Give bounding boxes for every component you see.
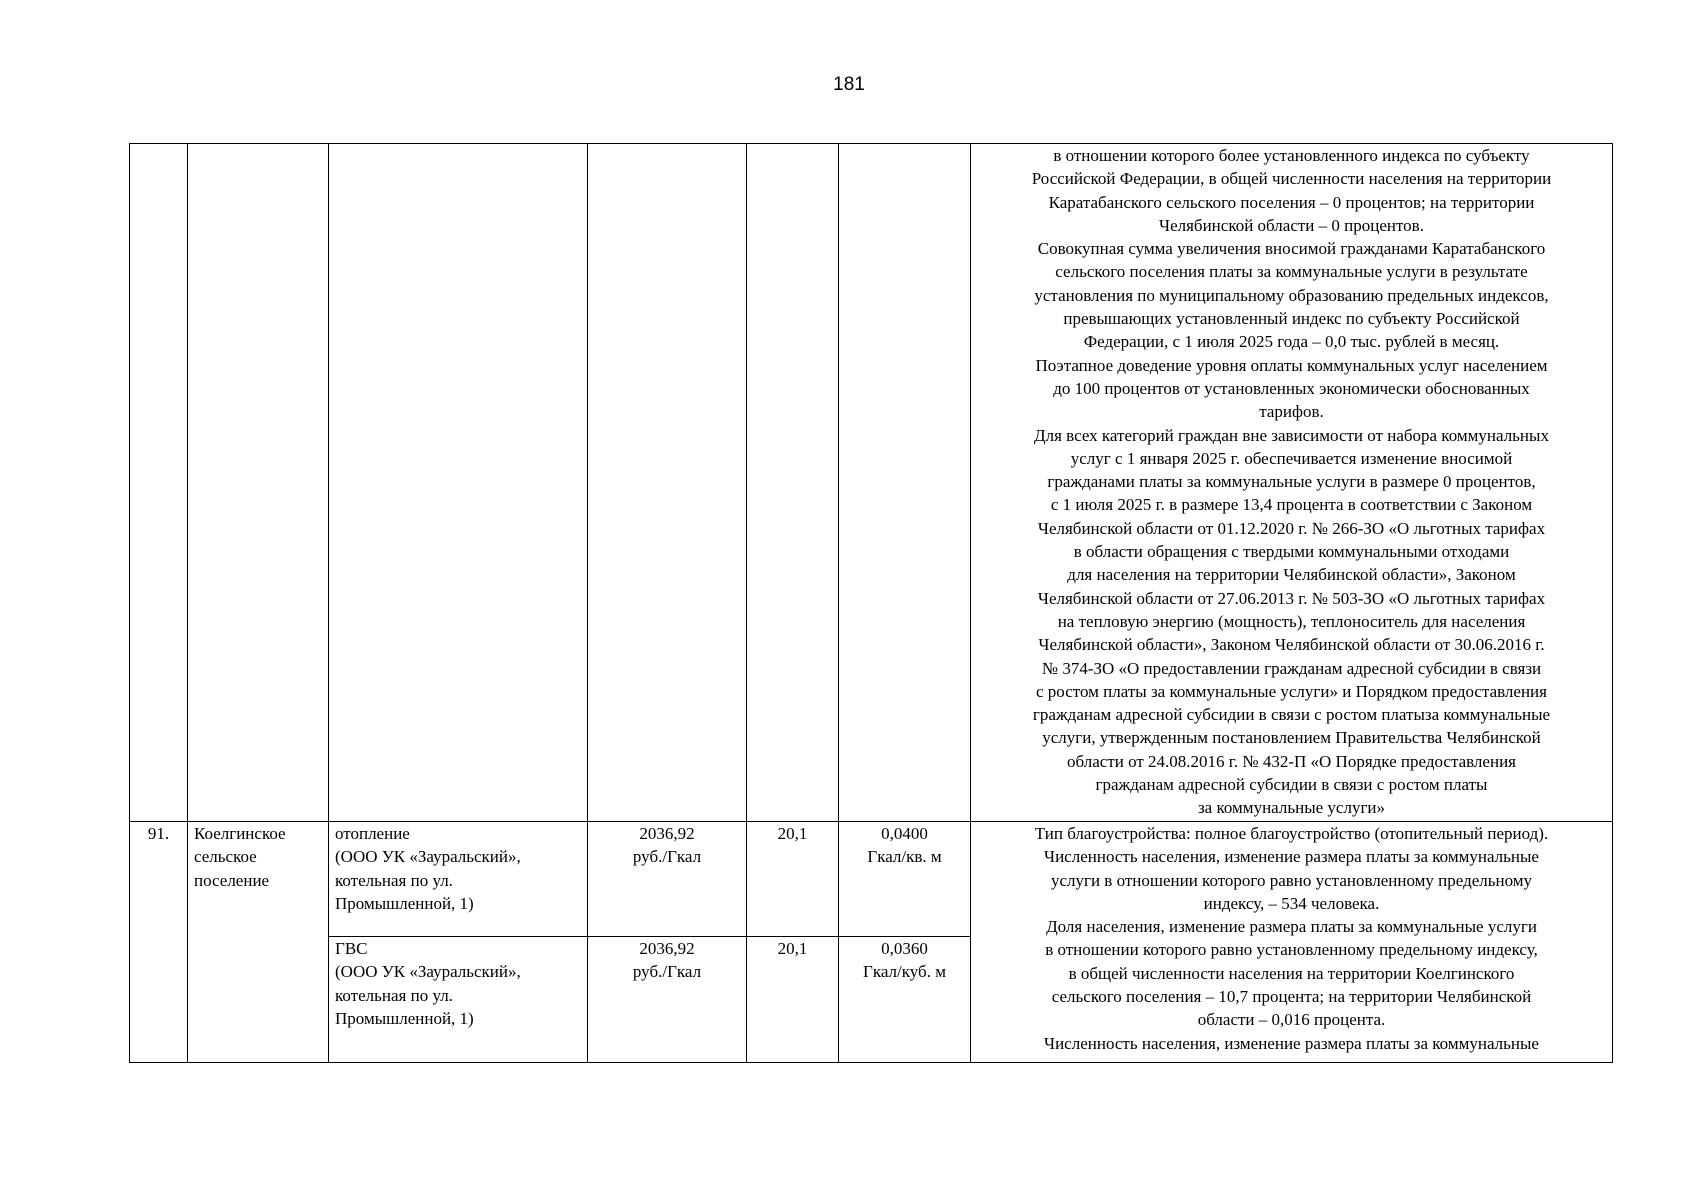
description-line: Челябинской области – 0 процентов. bbox=[1159, 215, 1424, 235]
cell-index bbox=[747, 144, 839, 822]
description-line: Численность населения, изменение размера платы за коммунальные bbox=[1044, 847, 1539, 867]
cell-norm: 0,0360 Гкал/куб. м bbox=[839, 937, 971, 1063]
description-line: Челябинской области от 27.06.2013 г. № 503-ЗО «О льготных тарифах bbox=[1037, 588, 1546, 608]
cell-tariff: 2036,92 руб./Гкал bbox=[588, 937, 747, 1063]
description-line: гражданам адресной субсидии в связи с ростом платыза коммунальные bbox=[1032, 705, 1551, 725]
cell-index: 20,1 bbox=[747, 822, 839, 937]
description-line: гражданами платы за коммунальные услуги в размере 0 процентов, bbox=[1047, 472, 1536, 492]
description-line: сельского поселения платы за коммунальные услуги в результате bbox=[1055, 262, 1528, 282]
description-line: Тип благоустройства: полное благоустройство (отопительный период). bbox=[1034, 824, 1549, 843]
description-line: Каратабанского сельского поселения – 0 процентов; на территории bbox=[1048, 192, 1535, 212]
description-line: индексу, – 534 человека. bbox=[1203, 893, 1380, 913]
description-line: гражданам адресной субсидии в связи с ростом платы bbox=[1095, 775, 1488, 795]
description-line: с 1 июля 2025 г. в размере 13,4 процента в соответствии с Законом bbox=[1050, 495, 1533, 515]
description-line: установления по муниципальному образованию предельных индексов, bbox=[1034, 285, 1549, 305]
cell-norm bbox=[839, 144, 971, 822]
cell-index: 20,1 bbox=[747, 937, 839, 1063]
description-line: услуги в отношении которого равно установленному предельному bbox=[1050, 870, 1533, 890]
description-line: услуги, утвержденным постановлением Правительства Челябинской bbox=[1042, 728, 1541, 748]
cell-settlement bbox=[188, 144, 329, 822]
description-line: для населения на территории Челябинской области», Законом bbox=[1067, 565, 1516, 585]
description-line: в отношении которого равно установленному предельному индексу, bbox=[1045, 940, 1538, 960]
cell-tariff bbox=[588, 144, 747, 822]
cell-settlement: Коелгинское сельское поселение bbox=[188, 822, 329, 1063]
cell-service: ГВС (ООО УК «Зауральский», котельная по ул. Промышленной, 1) bbox=[329, 937, 588, 1063]
description-text bbox=[977, 144, 1606, 820]
description-line: сельского поселения – 10,7 процента; на территории Челябинской bbox=[1051, 987, 1532, 1007]
description-line: Численность населения, изменение размера платы за коммунальные bbox=[1044, 1033, 1539, 1053]
description-line: Челябинской области», Законом Челябинской области от 30.06.2016 г. bbox=[1038, 635, 1545, 655]
cell-norm: 0,0400 Гкал/кв. м bbox=[839, 822, 971, 937]
description-line: Федерации, с 1 июля 2025 года – 0,0 тыс. рублей в месяц. bbox=[1083, 332, 1500, 352]
tariff-table bbox=[129, 143, 1613, 1063]
description-line: Совокупная сумма увеличения вносимой гражданами Каратабанского bbox=[1037, 239, 1546, 259]
description-line: № 374-ЗО «О предоставлении гражданам адресной субсидии в связи bbox=[1041, 658, 1542, 678]
description-line: за коммунальные услуги» bbox=[1197, 798, 1386, 818]
description-text bbox=[977, 822, 1606, 1055]
page-number: 181 bbox=[833, 74, 865, 95]
description-line: тарифов. bbox=[1259, 402, 1324, 422]
table-row-91-heating bbox=[130, 822, 1613, 937]
description-line: услуг с 1 января 2025 г. обеспечивается изменение вносимой bbox=[1070, 448, 1513, 468]
table-row-continuation bbox=[130, 144, 1613, 822]
description-line: превышающих установленный индекс по субъекту Российской bbox=[1063, 309, 1520, 329]
description-line: в общей численности населения на территории Коелгинского bbox=[1068, 963, 1515, 983]
cell-number: 91. bbox=[130, 822, 188, 1063]
cell-description bbox=[971, 822, 1613, 1063]
description-line: Российской Федерации, в общей численности населения на территории bbox=[1031, 169, 1552, 189]
description-line: Челябинской области от 01.12.2020 г. № 266-ЗО «О льготных тарифах bbox=[1037, 518, 1546, 538]
description-line: в области обращения с твердыми коммунальными отходами bbox=[1073, 542, 1510, 562]
cell-number bbox=[130, 144, 188, 822]
cell-tariff: 2036,92 руб./Гкал bbox=[588, 822, 747, 937]
description-line: в отношении которого более установленного индекса по субъекту bbox=[1053, 146, 1530, 165]
cell-service: отопление (ООО УК «Зауральский», котельная по ул. Промышленной, 1) bbox=[329, 822, 588, 937]
cell-description bbox=[971, 144, 1613, 822]
description-line: на тепловую энергию (мощность), теплоноситель для населения bbox=[1057, 611, 1526, 631]
description-line: области – 0,016 процента. bbox=[1197, 1010, 1386, 1030]
description-line: Доля населения, изменение размера платы за коммунальные услуги bbox=[1046, 917, 1537, 937]
description-line: Поэтапное доведение уровня оплаты коммунальных услуг населением bbox=[1035, 355, 1548, 375]
description-line: до 100 процентов от установленных экономически обоснованных bbox=[1053, 378, 1530, 398]
description-line: с ростом платы за коммунальные услуги» и Порядком предоставления bbox=[1036, 681, 1547, 701]
cell-service bbox=[329, 144, 588, 822]
description-line: области от 24.08.2016 г. № 432-П «О Порядке предоставления bbox=[1067, 751, 1516, 771]
description-line: Для всех категорий граждан вне зависимости от набора коммунальных bbox=[1034, 425, 1549, 445]
